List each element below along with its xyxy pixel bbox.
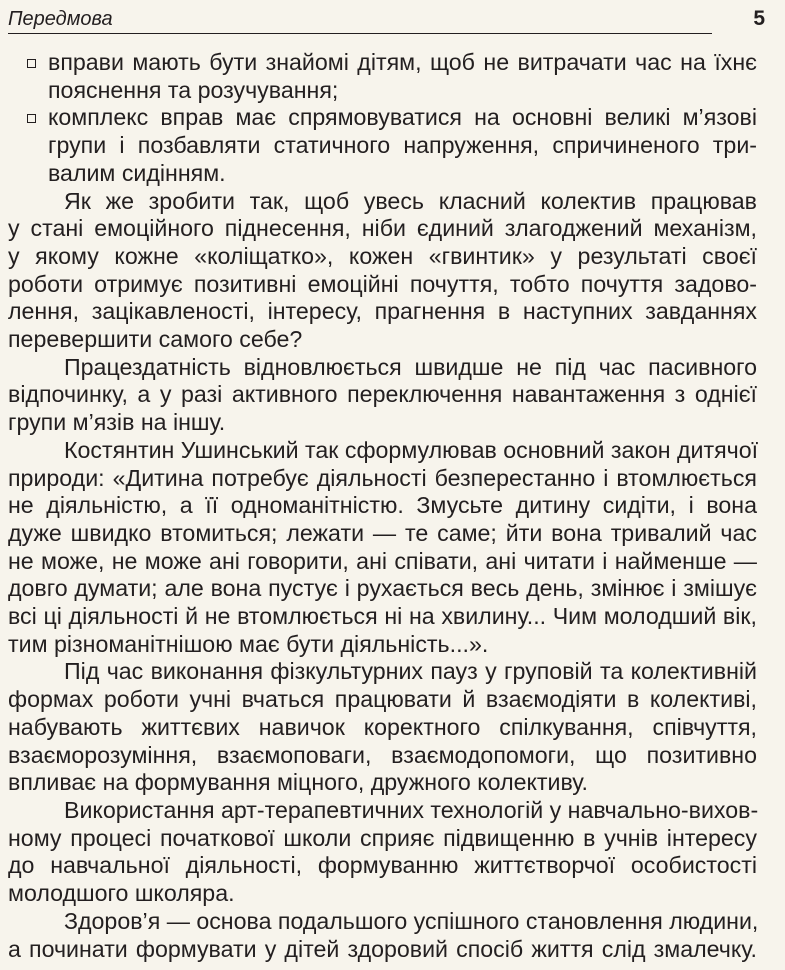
square-bullet-icon (27, 114, 36, 123)
text-line: до навчальної діяльності, формуванню життєтворчої особистості (8, 852, 757, 879)
header-rule (8, 33, 712, 34)
paragraph (8, 658, 757, 797)
text-line: роботи отримує позитивні емоційні почуття, тобто почуття задово- (8, 270, 757, 297)
bullet-item (8, 104, 757, 187)
text-line: взаєморозуміння, взаємоповаги, взаємодопомоги, що позитивно (8, 741, 757, 768)
text-line: у якому кожне «коліщатко», кожен «гвинтик» у результаті своєї (8, 242, 757, 269)
text-line: Під час виконання фізкультурних пауз у груповій та колективній (64, 658, 757, 685)
text-line: Використання арт-терапевтичних технологій у навчально-вихов- (64, 796, 759, 823)
paragraph (8, 354, 757, 437)
text-line: дуже швидко втомиться; лежати — те саме; йти вона тривалий час (8, 519, 757, 546)
bullet-item (8, 49, 757, 104)
text-line: валим сидінням. (48, 159, 226, 186)
text-line: Як же зробити так, щоб увесь класний колектив працював (64, 187, 757, 214)
text-line: не діяльністю, а її одноманітністю. Змусьте дитину сидіти, і вона (8, 492, 757, 519)
text-line: всі ці діяльності й не втомлюється ні на хвилину... Чим молодший вік, (8, 603, 757, 630)
text-line: формах роботи учні вчаться працювати й взаємодіяти в колективі, (8, 686, 757, 713)
text-line: а починати формувати у дітей здоровий спосіб життя слід змалечку. (8, 935, 757, 962)
square-bullet-icon (27, 59, 36, 68)
text-line: природи: «Дитина потребує діяльності безперестанно і втомлюється (8, 464, 757, 491)
text-line: Костянтин Ушинський так сформулював основний закон дитячої (64, 436, 759, 463)
text-line: Здоров’я — основа подальшого успішного становлення людини, (64, 907, 759, 934)
text-line: у стані емоційного піднесення, ніби єдиний злагоджений механізм, (8, 215, 757, 242)
text-line: вправи мають бути знайомі дітям, щоб не витрачати час на їхнє (48, 49, 757, 75)
text-line: комплекс вправ має спрямовуватися на основні великі м’язові (48, 104, 757, 131)
paragraph (8, 797, 757, 908)
text-line: відпочинку, а у разі активного переключення навантаження з однієї (8, 381, 757, 408)
page-body (8, 49, 757, 963)
text-line: впливає на формування міцного, дружного колективу. (8, 769, 588, 796)
text-line: групи м’язів на іншу. (8, 409, 226, 436)
text-line: пояснення та розучування; (48, 76, 339, 103)
paragraphs (8, 188, 757, 964)
page-header (8, 6, 765, 32)
bullet-list (8, 49, 757, 188)
text-line: молодшого школяра. (8, 880, 235, 907)
text-line: Працездатність відновлюється швидше не під час пасивного (64, 353, 757, 380)
text-line: не може, не може ані говорити, ані співати, ані читати і найменше — (8, 547, 757, 574)
text-line: лення, зацікавленості, інтересу, прагнення в наступних завданнях (8, 298, 757, 325)
text-line: перевершити самого себе? (8, 326, 303, 353)
running-title: Передмова (8, 8, 113, 30)
paragraph (8, 188, 757, 354)
text-line: ному процесі початкової школи сприяє підвищенню в учнів інтересу (8, 824, 757, 851)
text-line: набувають життєвих навичок коректного спілкування, співчуття, (8, 713, 757, 740)
text-line: групи і позбавляти статичного напруження, спричиненого три- (48, 132, 757, 159)
paragraph (8, 437, 757, 659)
text-line: довго думати; але вона пустує і рухається весь день, змінює і змішує (8, 575, 757, 602)
text-line: тим різноманітнішою має бути діяльність...». (8, 630, 489, 657)
paragraph (8, 908, 757, 963)
page-number: 5 (753, 7, 765, 30)
